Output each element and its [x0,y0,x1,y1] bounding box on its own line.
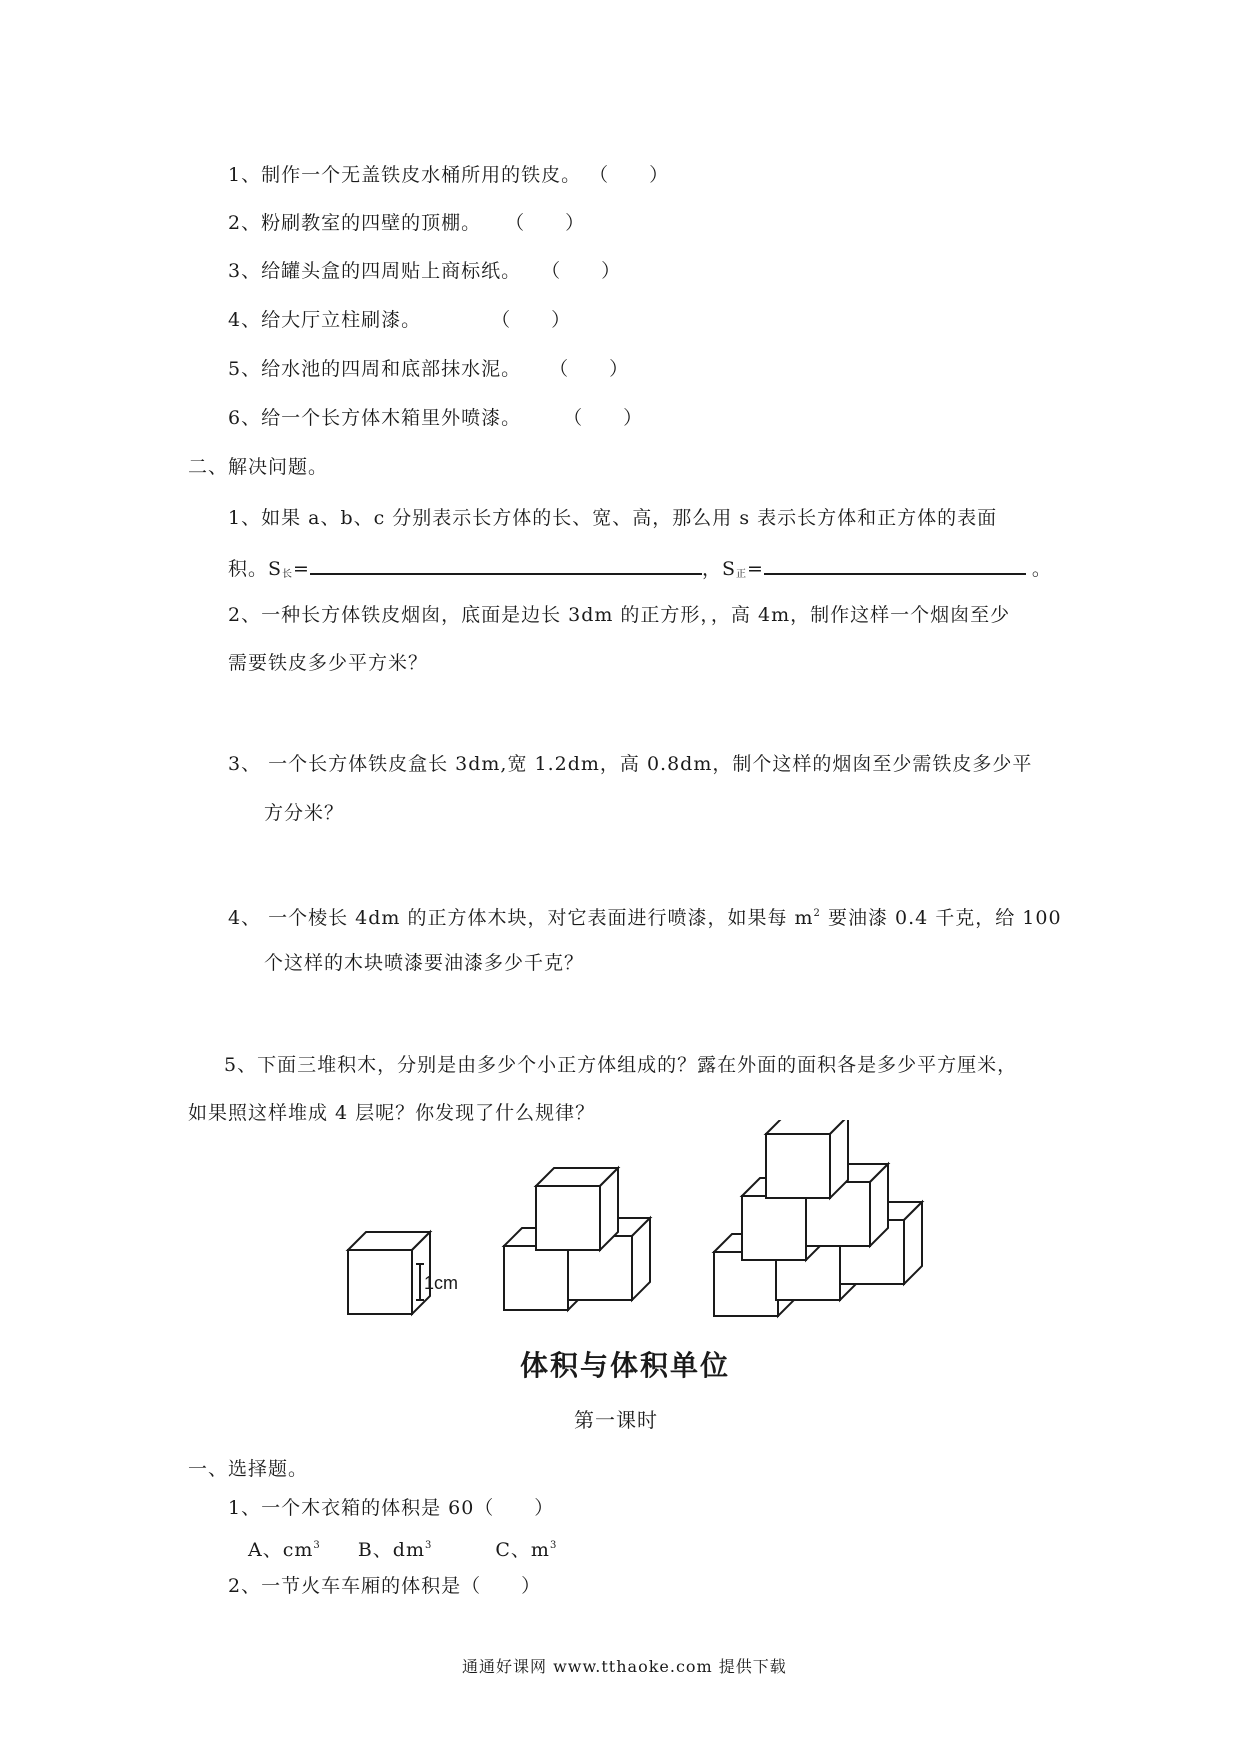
problem-4-line-2: 个这样的木块喷漆要油漆多少千克？ [264,952,585,974]
option-b: B、$dm^3$ [357,1539,433,1561]
problem-1-line-1: 1、如果 a、b、c 分别表示长方体的长、宽、高，那么用 s 表示长方体和正方体的表面 [228,507,998,529]
cube [536,1168,618,1250]
answer-paren: （ ） [563,407,644,429]
judge-item-text: 5、给水池的四周和底部抹水泥。 [228,358,522,380]
problem-2-line-2: 需要铁皮多少平方米？ [228,652,429,674]
answer-paren: （ ） [589,164,670,186]
cube-size-label: 1cm [424,1273,459,1293]
problem-2-line-1: 2、一种长方体铁皮烟囱，底面是边长 3dm 的正方形，，高 4m，制作这样一个烟囱至少 [228,604,1011,626]
cube [348,1232,430,1314]
problem-3-line-2: 方分米？ [264,802,345,824]
problem-1-line-2 [228,555,1052,587]
judge-item-5 [228,357,629,381]
cube-stacks-figure [0,1120,1240,1540]
judge-item-3 [228,259,621,283]
problem-5-line-1: 5、下面三堆积木，分别是由多少个小正方体组成的？露在外面的面积各是多少平方厘米， [224,1054,1018,1076]
judge-item-text: 2、粉刷教室的四壁的顶棚。 [228,212,482,234]
problem-4-text-a: 4、 一个棱长 4dm 的正方体木块，对它表面进行喷漆，如果每 m [228,907,814,929]
judge-item-4 [228,308,571,332]
equals-sign: = [293,558,310,580]
judge-item-1 [228,163,669,187]
choice-question-1: 1、一个木衣箱的体积是 60（ ） [228,1497,555,1519]
subscript-long: 长 [282,569,294,580]
judge-item-6 [228,406,643,430]
problem-4-line-1 [228,902,1062,930]
choice-options [248,1534,557,1562]
cube [766,1120,848,1198]
answer-paren: （ ） [491,309,572,331]
judge-item-text: 1、制作一个无盖铁皮水桶所用的铁皮。 [228,164,582,186]
judge-item-2 [228,211,585,235]
option-c: C、$m^3$ [495,1539,558,1561]
answer-blank-cuboid [310,555,702,575]
formula-separator: ，S [701,558,736,580]
formula-prefix: 积。S [228,558,283,580]
section-subtitle: 第一课时 [574,1408,658,1432]
judge-item-text: 4、给大厅立柱刷漆。 [228,309,422,331]
subscript-square: 正 [735,569,747,580]
judge-item-text: 6、给一个长方体木箱里外喷漆。 [228,407,522,429]
problem-3-line-1: 3、 一个长方体铁皮盒长 3dm,宽 1.2dm，高 0.8dm，制个这样的烟囱至少需铁皮多少平 [228,753,1033,775]
problem-4-text-b: 要油漆 0.4 千克，给 100 [820,907,1062,929]
formula-end: 。 [1031,558,1052,580]
section-title: 体积与体积单位 [520,1349,731,1382]
superscript-2: 2 [813,908,821,919]
answer-paren: （ ） [549,358,630,380]
equals-sign: = [746,558,764,580]
answer-paren: （ ） [541,260,622,282]
page-footer: 通通好课网 www.tthaoke.com 提供下载 [462,1657,787,1676]
answer-blank-cube [764,555,1026,575]
choice-question-2: 2、一节火车车厢的体积是（ ） [228,1575,542,1597]
section-heading-choice: 一、选择题。 [188,1458,309,1480]
judge-item-text: 3、给罐头盒的四周贴上商标纸。 [228,260,522,282]
section-heading-solve: 二、解决问题。 [188,456,329,478]
problem-5-line-2: 如果照这样堆成 4 层呢？你发现了什么规律？ [188,1102,596,1124]
option-a: A、$cm^3$ [248,1539,321,1561]
answer-paren: （ ） [505,212,586,234]
